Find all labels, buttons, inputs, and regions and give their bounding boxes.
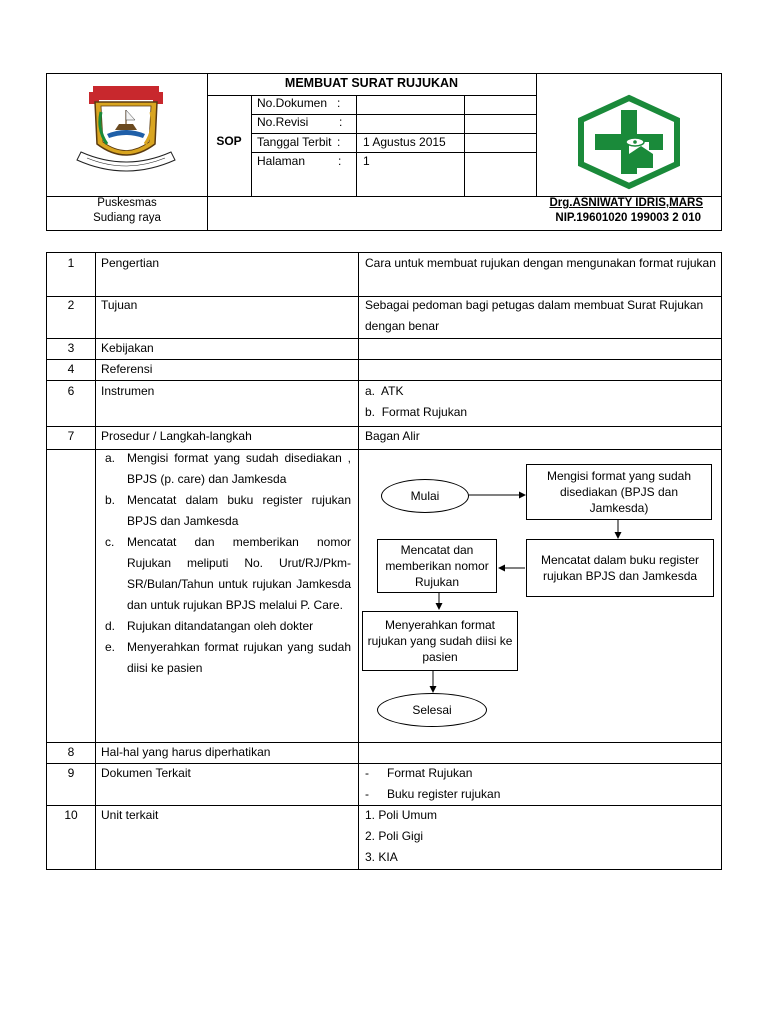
row-number: 2 bbox=[67, 298, 75, 312]
field-label-halaman: Halaman bbox=[257, 154, 306, 168]
unit-item bbox=[365, 826, 423, 847]
row-label-kebijakan: Kebijakan bbox=[101, 341, 154, 355]
field-value-halaman: 1 bbox=[363, 154, 370, 168]
step-marker: a. bbox=[105, 451, 116, 465]
row-number: 9 bbox=[67, 766, 75, 780]
step-text: Mencatat dalam buku register rujukan BPJS dan Jamkesda bbox=[127, 493, 351, 528]
unit-text: KIA bbox=[378, 850, 398, 864]
row-label-dokumen-terkait: Dokumen Terkait bbox=[101, 766, 191, 780]
field-sep: : bbox=[337, 135, 341, 149]
unit-item bbox=[365, 847, 398, 868]
unit-marker: 3. bbox=[365, 850, 376, 864]
field-value-tanggal-terbit: 1 Agustus 2015 bbox=[363, 135, 446, 149]
flow-end: Selesai bbox=[377, 693, 487, 727]
puskesmas-logo-icon bbox=[571, 94, 687, 190]
field-sep: : bbox=[337, 96, 341, 110]
flow-step-serahkan: Menyerahkan format rujukan yang sudah diisi ke pasien bbox=[362, 611, 518, 671]
list-text: Buku register rujukan bbox=[387, 787, 501, 801]
row-label-pengertian: Pengertian bbox=[101, 256, 160, 270]
procedure-step bbox=[101, 637, 351, 679]
row-label-hal-hal: Hal-hal yang harus diperhatikan bbox=[101, 745, 271, 759]
flow-step-catat-nomor: Mencatat dan memberikan nomor Rujukan bbox=[377, 539, 497, 593]
row-label-prosedur: Prosedur / Langkah-langkah bbox=[101, 429, 252, 443]
sop-table bbox=[46, 252, 722, 870]
instrumen-text: Format Rujukan bbox=[381, 405, 468, 419]
unit-item bbox=[365, 805, 437, 826]
makassar-emblem-icon bbox=[67, 82, 185, 186]
row-content-prosedur: Bagan Alir bbox=[365, 429, 420, 443]
instrumen-item bbox=[365, 381, 403, 402]
procedure-step bbox=[101, 616, 351, 637]
field-sep: : bbox=[339, 115, 343, 129]
flow-step-isi-format: Mengisi format yang sudah disediakan (BPJS dan Jamkesda) bbox=[526, 464, 712, 520]
instrumen-item bbox=[365, 402, 467, 423]
flow-start: Mulai bbox=[381, 479, 469, 513]
unit-marker: 2. bbox=[365, 829, 376, 843]
unit-marker: 1. bbox=[365, 808, 376, 822]
row-label-instrumen: Instrumen bbox=[101, 384, 155, 398]
procedure-step bbox=[101, 532, 351, 616]
unit-text: Poli Gigi bbox=[378, 829, 424, 843]
step-text: Mencatat dan memberikan nomor Rujukan meliputi No. Urut/RJ/Pkm-SR/Bulan/Tahun untuk rujukan Jamkesda dan untuk rujukan BPJS melalui P. Care. bbox=[127, 535, 351, 612]
dokumen-terkait-list bbox=[359, 763, 709, 805]
row-number: 3 bbox=[67, 341, 75, 355]
row-number: 10 bbox=[64, 808, 78, 822]
flowchart bbox=[359, 449, 721, 739]
list-marker: - bbox=[365, 787, 369, 801]
instrumen-marker: b. bbox=[365, 405, 376, 419]
row-number: 8 bbox=[67, 745, 75, 759]
instrumen-text: ATK bbox=[381, 384, 404, 398]
field-label-no-dokumen: No.Dokumen bbox=[257, 96, 328, 110]
signer-name: Drg.ASNIWATY IDRIS,MARS bbox=[549, 197, 703, 209]
step-text: Menyerahkan format rujukan yang sudah diisi ke pasien bbox=[127, 640, 351, 675]
procedure-step bbox=[101, 490, 351, 532]
procedure-step bbox=[101, 448, 351, 490]
row-number: 4 bbox=[67, 362, 75, 376]
list-item bbox=[359, 784, 709, 805]
field-sep: : bbox=[338, 154, 342, 168]
flow-step-catat-register: Mencatat dalam buku register rujukan BPJS dan Jamkesda bbox=[526, 539, 714, 597]
sop-header bbox=[46, 73, 722, 231]
step-text: Rujukan ditandatangan oleh dokter bbox=[127, 619, 314, 633]
row-label-unit-terkait: Unit terkait bbox=[101, 808, 159, 822]
step-marker: e. bbox=[105, 640, 116, 654]
step-marker: c. bbox=[105, 535, 115, 549]
step-marker: b. bbox=[105, 493, 116, 507]
signer-nip: NIP.19601020 199003 2 010 bbox=[555, 212, 701, 224]
list-text: Format Rujukan bbox=[387, 766, 473, 780]
field-label-no-revisi: No.Revisi bbox=[257, 115, 309, 129]
row-label-tujuan: Tujuan bbox=[101, 298, 138, 312]
row-content-pengertian: Cara untuk membuat rujukan dengan mengunakan format rujukan bbox=[365, 256, 716, 270]
row-number: 7 bbox=[67, 429, 75, 443]
step-text: Mengisi format yang sudah disediakan , BPJS (p. care) dan Jamkesda bbox=[127, 451, 351, 486]
instrumen-marker: a. bbox=[365, 384, 376, 398]
list-marker: - bbox=[365, 766, 369, 780]
org-line1: Puskesmas bbox=[97, 197, 157, 209]
procedure-steps bbox=[101, 448, 351, 679]
org-line2: Sudiang raya bbox=[93, 212, 161, 224]
step-marker: d. bbox=[105, 619, 116, 633]
list-item bbox=[359, 763, 709, 784]
field-label-tanggal-terbit: Tanggal Terbit bbox=[257, 135, 332, 149]
row-content-tujuan: Sebagai pedoman bagi petugas dalam membuat Surat Rujukan dengan benar bbox=[365, 298, 704, 333]
row-number: 1 bbox=[67, 256, 75, 270]
row-label-referensi: Referensi bbox=[101, 362, 153, 376]
header-title: MEMBUAT SURAT RUJUKAN bbox=[284, 76, 459, 90]
sop-label: SOP bbox=[216, 134, 242, 148]
row-number: 6 bbox=[67, 384, 75, 398]
unit-text: Poli Umum bbox=[378, 808, 438, 822]
